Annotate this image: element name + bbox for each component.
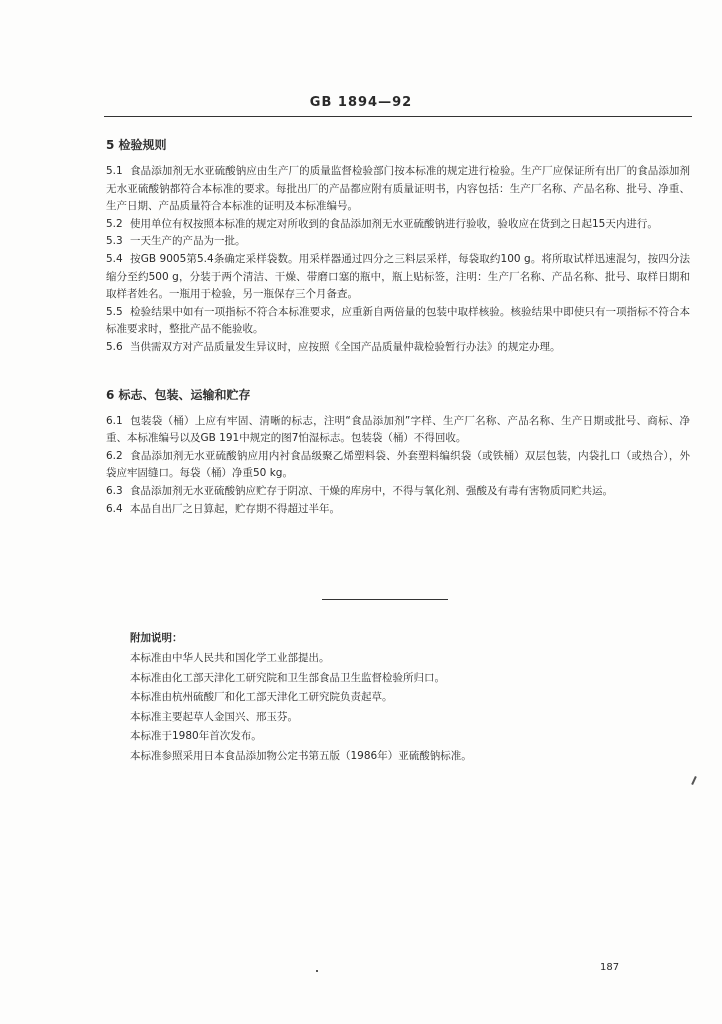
clause-5-2 xyxy=(106,216,690,234)
clause-number: 5.3 xyxy=(106,235,123,248)
clause-text: 检验结果中如有一项指标不符合本标准要求，应重新自两倍量的包装中取样核验。核验结果中即使只有一项指标不符合本标准要求时，整批产品不能验收。 xyxy=(106,305,690,336)
clause-5-3 xyxy=(106,233,690,251)
clause-6-2 xyxy=(106,448,690,483)
clause-6-4 xyxy=(106,501,690,519)
clause-5-5 xyxy=(106,304,690,339)
clause-number: 5.5 xyxy=(106,305,123,318)
clause-number: 6.2 xyxy=(106,449,123,462)
clause-text: 食品添加剂无水亚硫酸钠应贮存于阴凉、干燥的库房中，不得与氧化剂、强酸及有毒有害物质同贮共运。 xyxy=(130,484,613,497)
page-number: 187 xyxy=(600,962,620,973)
clause-text: 本品自出厂之日算起，贮存期不得超过半年。 xyxy=(130,502,340,515)
note-line: 本标准于1980年首次发布。 xyxy=(130,730,262,742)
note-line: 本标准参照采用日本食品添加物公定书第五版（1986年）亚硫酸钠标准。 xyxy=(130,749,472,762)
note-line: 本标准主要起草人金国兴、邢玉芬。 xyxy=(130,710,298,723)
notes-title: 附加说明： xyxy=(130,632,183,644)
clause-text: 一天生产的产品为一批。 xyxy=(130,235,246,248)
additional-notes xyxy=(130,629,690,766)
end-of-text-rule xyxy=(322,599,448,600)
clause-number: 6.3 xyxy=(106,484,123,497)
clause-text: 包装袋（桶）上应有牢固、清晰的标志，注明“食品添加剂”字样、生产厂名称、产品名称、生产日期或批号、商标、净重、本标准编号以及GB 191中规定的图7怕湿标志。包装袋（桶）不得回收。 xyxy=(106,414,690,445)
clause-6-1 xyxy=(106,413,690,448)
section-5-title: 5 检验规则 xyxy=(106,138,167,152)
document-body xyxy=(106,137,690,518)
header-rule xyxy=(104,116,692,117)
note-line: 本标准由杭州硫酸厂和化工部天津化工研究院负责起草。 xyxy=(130,691,393,703)
clause-number: 5.1 xyxy=(106,165,123,177)
clause-5-4 xyxy=(106,251,690,304)
clause-number: 6.1 xyxy=(106,414,123,427)
clause-text: 食品添加剂无水亚硫酸钠应用内衬食品级聚乙烯塑料袋、外套塑料编织袋（或铁桶）双层包装，内袋扎口（或热合），外袋应牢固缝口。每袋（桶）净重50 kg。 xyxy=(106,449,690,480)
clause-5-1 xyxy=(106,163,690,216)
clause-number: 5.2 xyxy=(106,217,123,230)
clause-text: 食品添加剂无水亚硫酸钠应由生产厂的质量监督检验部门按本标准的规定进行检验。生产厂应保证所有出厂的食品添加剂无水亚硫酸钠都符合本标准的要求。每批出厂的产品都应附有质量证明书，内容包括：生产厂名称、产品名称、批号、净重、生产日期、产品质量符合本标准的证明及本标准编号。 xyxy=(106,165,690,213)
clause-text: 按GB 9005第5.4条确定采样袋数。用采样器通过四分之三料层采样，每袋取约100 g。将所取试样迅速混匀，按四分法缩分至约500 g，分装于两个清洁、干燥、带磨口塞的瓶中，瓶上贴标签，注明：生产厂名称、产品名称、批号、取样日期和取样者姓名。一瓶用于检验，另一瓶保存三个月备查。 xyxy=(106,252,690,301)
clause-5-6 xyxy=(106,339,690,357)
section-6-title: 6 标志、包装、运输和贮存 xyxy=(106,387,251,402)
note-line: 本标准由中华人民共和国化学工业部提出。 xyxy=(130,652,330,664)
note-line: 本标准由化工部天津化工研究院和卫生部食品卫生监督检验所归口。 xyxy=(130,671,445,684)
scan-speck xyxy=(316,970,318,972)
clause-number: 6.4 xyxy=(106,502,123,515)
clause-number: 5.4 xyxy=(106,252,123,265)
scan-speck xyxy=(691,776,697,785)
clause-text: 当供需双方对产品质量发生异议时，应按照《全国产品质量仲裁检验暂行办法》的规定办理。 xyxy=(130,340,561,353)
standard-code-header: GB 1894—92 xyxy=(309,95,413,110)
clause-number: 5.6 xyxy=(106,340,123,353)
clause-text: 使用单位有权按照本标准的规定对所收到的食品添加剂无水亚硫酸钠进行验收，验收应在货到之日起15天内进行。 xyxy=(130,217,658,230)
clause-6-3 xyxy=(106,483,690,501)
